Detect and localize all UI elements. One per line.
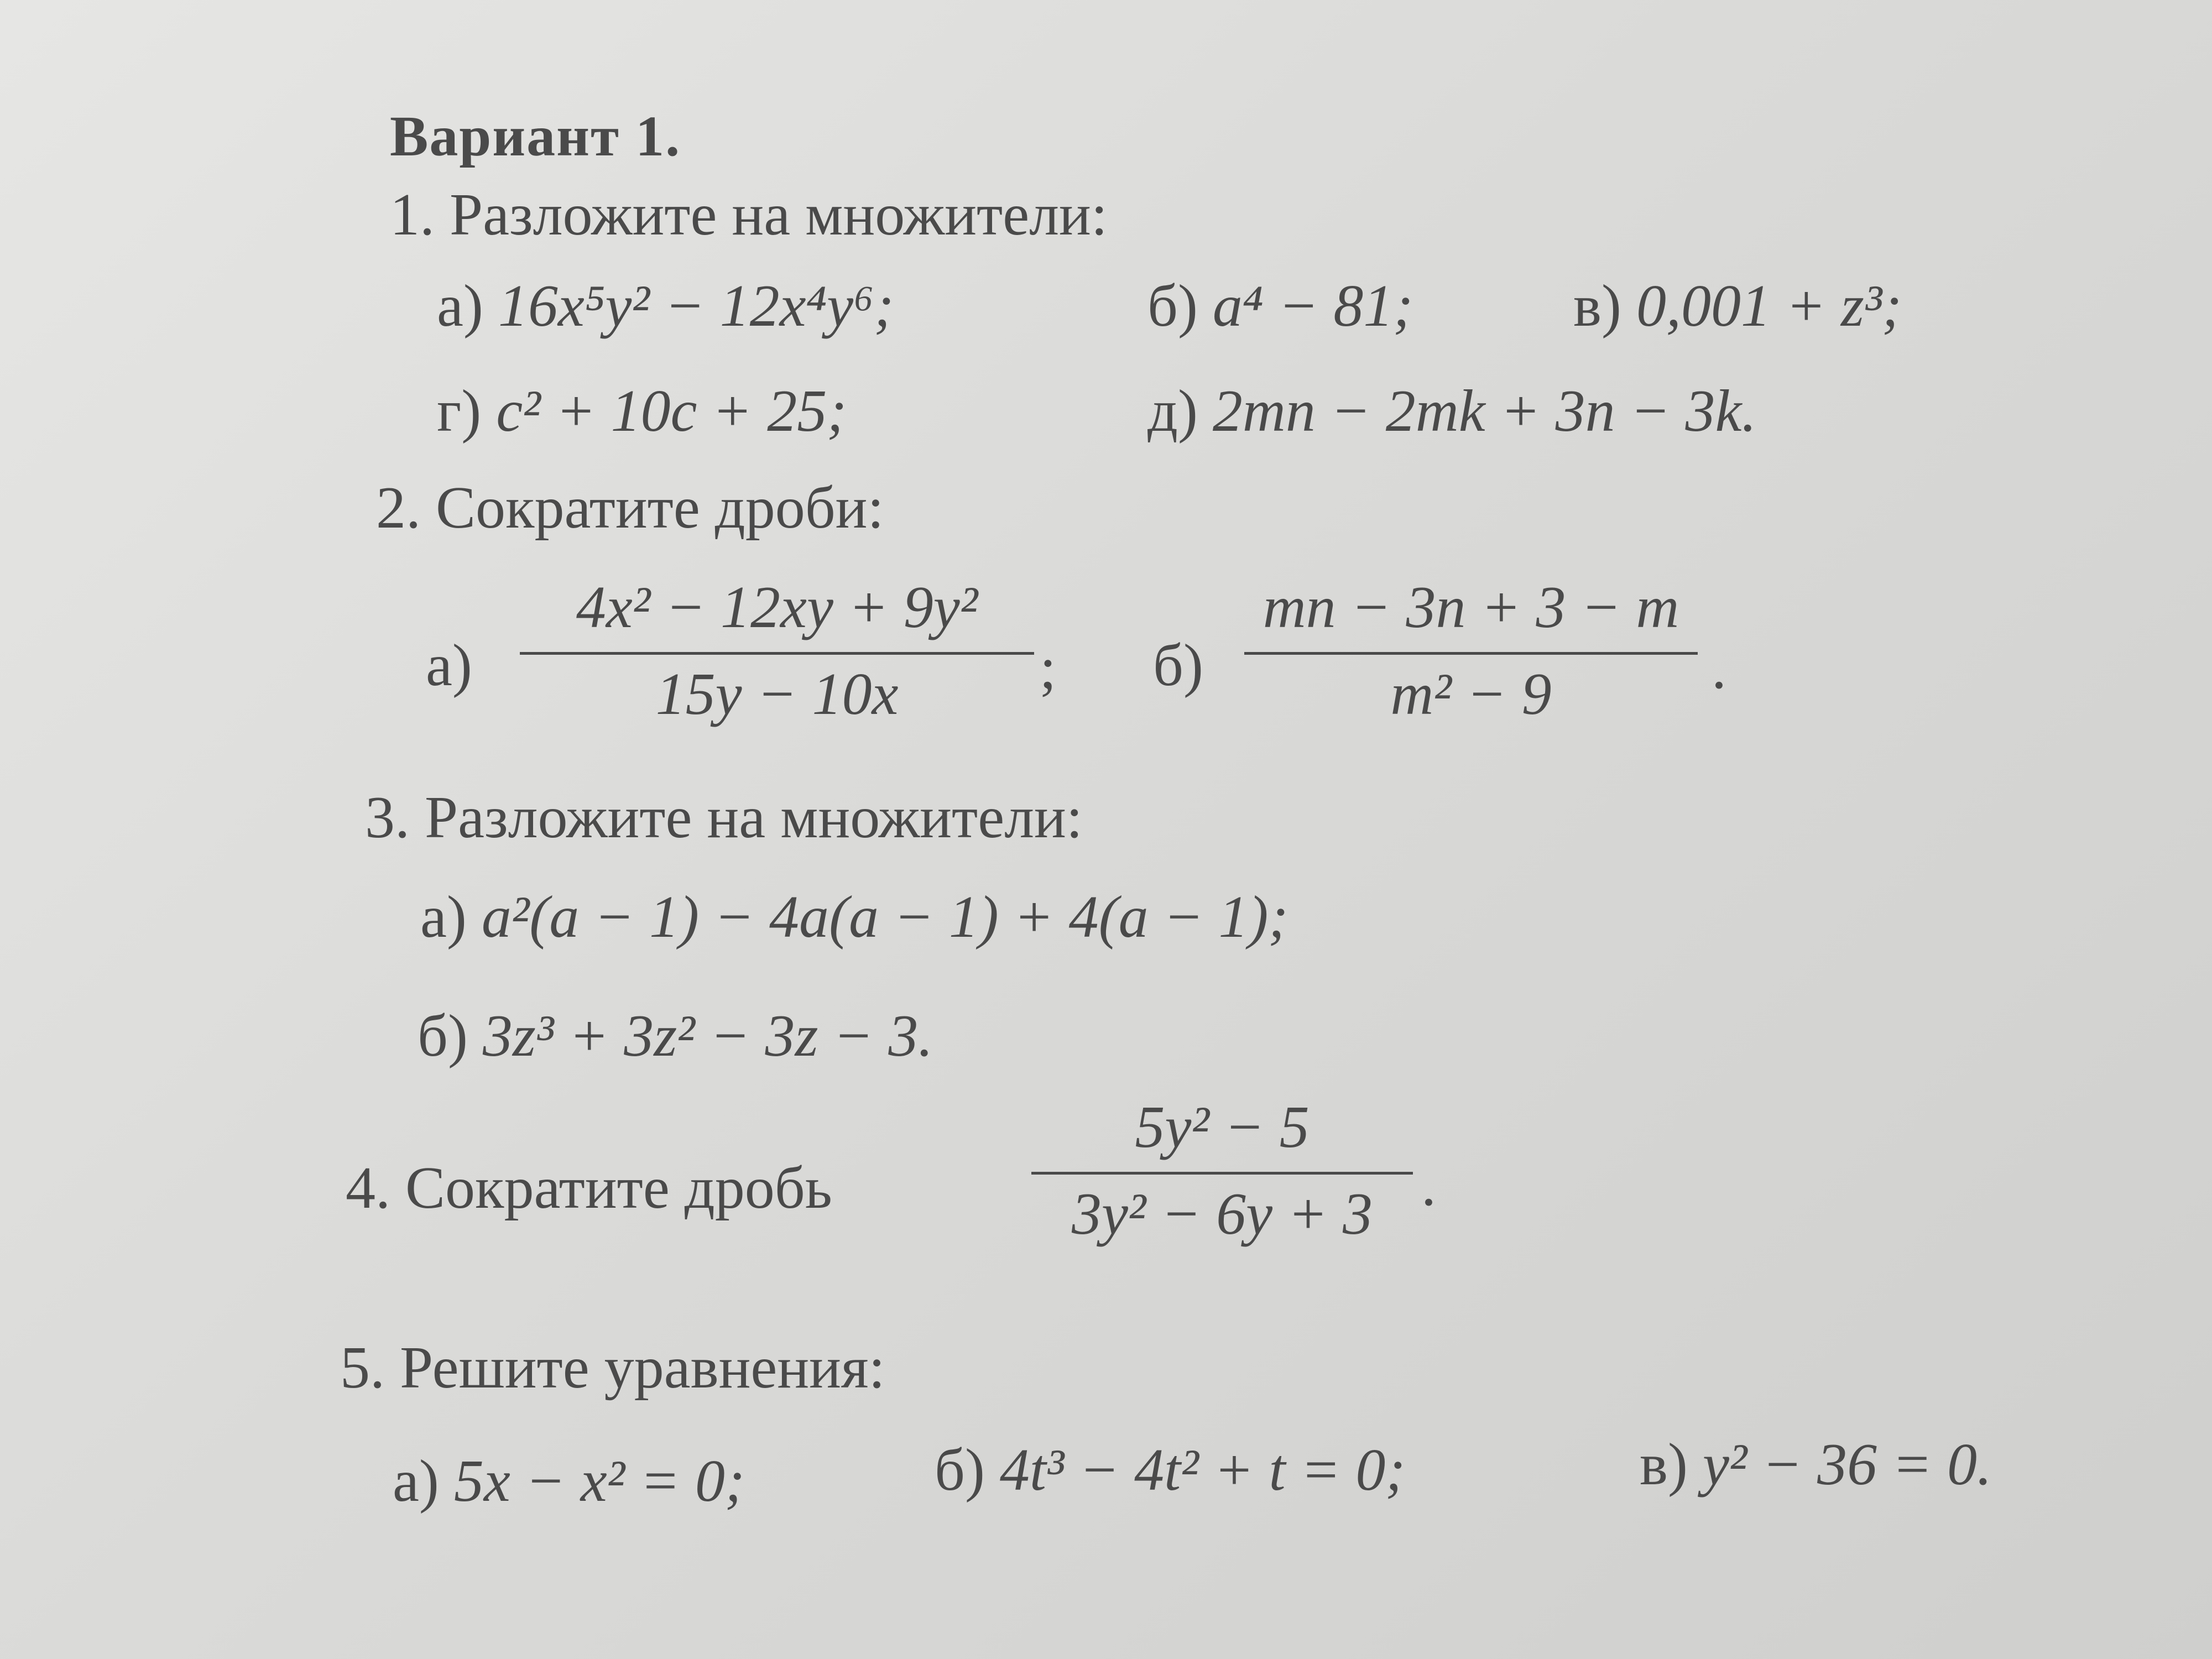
fraction-bar xyxy=(1244,652,1698,655)
item-label: а) xyxy=(393,1448,439,1514)
fraction-denominator: m² − 9 xyxy=(1390,661,1552,727)
item-expression: y² − 36 = 0. xyxy=(1702,1432,1992,1498)
task4-fraction xyxy=(1031,1094,1413,1247)
task2-heading: 2. Сократите дроби: xyxy=(376,475,884,541)
item-expression: 4t³ − 4t² + t = 0; xyxy=(999,1437,1406,1503)
item-expression: 16x⁵y² − 12x⁴y⁶; xyxy=(498,273,894,339)
item-label: д) xyxy=(1147,378,1198,444)
item-expression: 2mn − 2mk + 3n − 3k. xyxy=(1212,378,1757,444)
task1-heading: 1. Разложите на множители: xyxy=(390,182,1108,248)
item-expression: a²(a − 1) − 4a(a − 1) + 4(a − 1); xyxy=(481,884,1288,950)
fraction-numerator: 4x² − 12xy + 9y² xyxy=(576,575,978,640)
task3-item-b xyxy=(418,1003,933,1069)
task3-heading: 3. Разложите на множители: xyxy=(365,785,1083,851)
item-label: б) xyxy=(935,1437,985,1503)
task1-item-b xyxy=(1147,273,1413,339)
task5-item-v xyxy=(1640,1432,1992,1498)
fraction-denominator: 3y² − 6y + 3 xyxy=(1071,1181,1373,1247)
task2-item-b-end: . xyxy=(1712,635,1726,701)
fraction-bar xyxy=(1031,1172,1413,1175)
item-label: в) xyxy=(1640,1432,1688,1498)
task1-item-v xyxy=(1573,273,1902,339)
item-expression: a⁴ − 81; xyxy=(1212,273,1413,339)
variant-title: Вариант 1. xyxy=(390,105,681,168)
fraction-denominator: 15y − 10x xyxy=(655,661,899,727)
task1-item-d xyxy=(1147,378,1757,444)
task2-item-a-fraction xyxy=(520,575,1034,727)
task2-item-a-label: а) xyxy=(426,633,472,698)
fraction-numerator: 5y² − 5 xyxy=(1135,1094,1310,1160)
task5-item-a xyxy=(393,1448,745,1514)
task2-item-b-fraction xyxy=(1244,575,1698,727)
task2-item-b-label: б) xyxy=(1153,633,1203,698)
task2-item-a-end: ; xyxy=(1040,635,1057,701)
task3-item-a xyxy=(420,884,1288,950)
item-expression: 5x − x² = 0; xyxy=(453,1448,745,1514)
task4-end: . xyxy=(1421,1152,1436,1218)
item-label: г) xyxy=(437,378,482,444)
item-label: в) xyxy=(1573,273,1621,339)
item-label: а) xyxy=(420,884,467,950)
task4-heading: 4. Сократите дробь xyxy=(346,1155,832,1221)
item-label: а) xyxy=(437,273,483,339)
task1-item-g xyxy=(437,378,847,444)
task5-item-b xyxy=(935,1437,1406,1503)
item-label: б) xyxy=(1147,273,1198,339)
task1-item-a xyxy=(437,273,894,339)
item-expression: 3z³ + 3z² − 3z − 3. xyxy=(482,1003,933,1069)
item-expression: c² + 10c + 25; xyxy=(496,378,847,444)
fraction-numerator: mn − 3n + 3 − m xyxy=(1262,575,1679,640)
fraction-bar xyxy=(520,652,1034,655)
item-label: б) xyxy=(418,1003,468,1069)
item-expression: 0,001 + z³; xyxy=(1636,273,1902,339)
task5-heading: 5. Решите уравнения: xyxy=(340,1335,885,1401)
